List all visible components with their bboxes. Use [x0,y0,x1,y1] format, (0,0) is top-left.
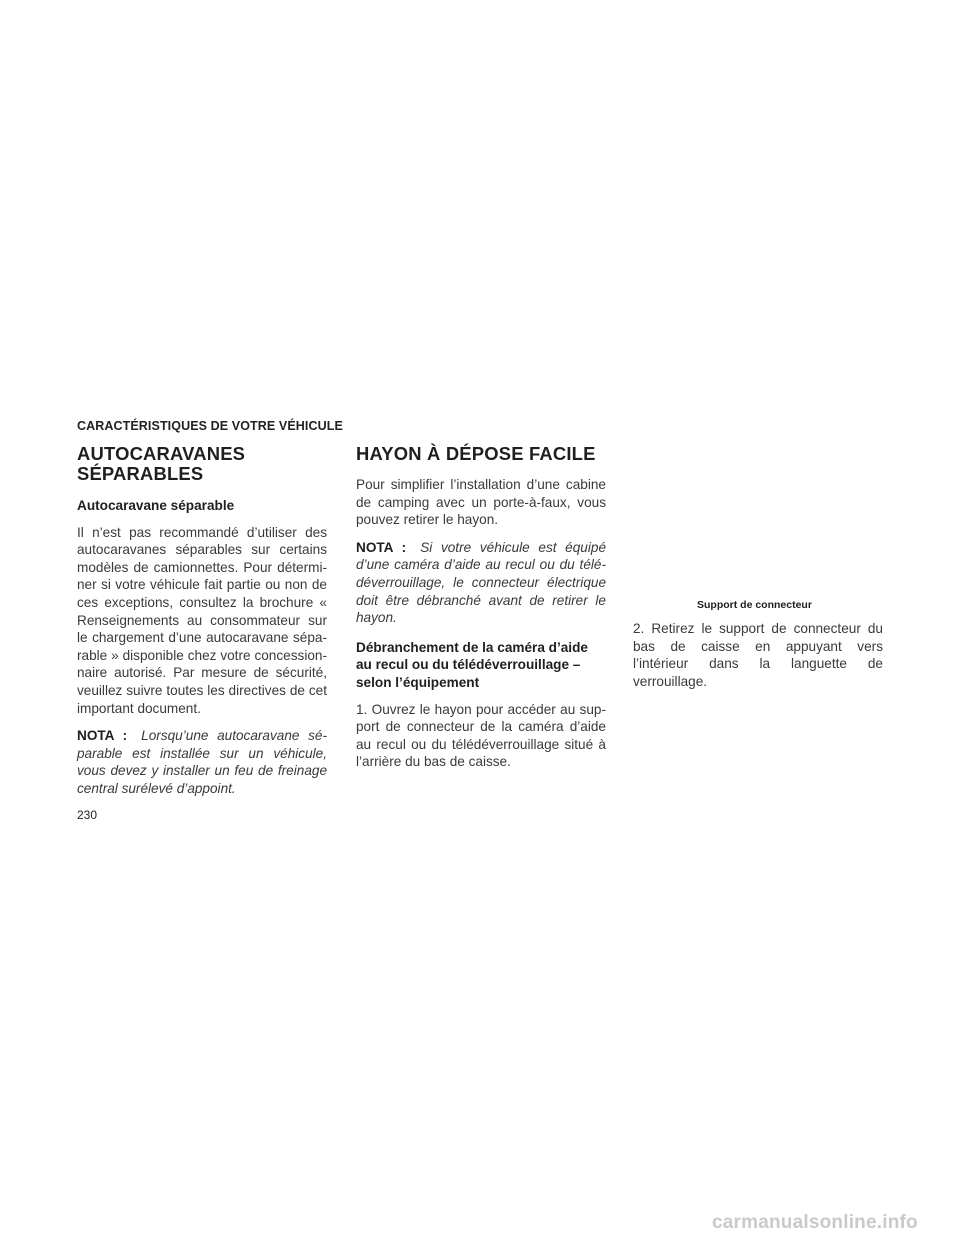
section-title: CARACTÉRISTIQUES DE VOTRE VÉHICULE [77,418,883,434]
nota-label: NOTA : [356,539,407,555]
column-left [77,444,327,798]
nota-text: Lorsqu’une autocaravane sé-parable est installée sur un véhicule, vous devez y installer un feu de freinage central surélevé d’appoint. [77,728,327,796]
subheading-debranchement: Débranchement de la caméra d’aide au recul ou du télédéverrouillage – selon l’équipement [356,639,588,690]
column-right [633,596,883,690]
heading-line-2: SÉPARABLES [77,463,204,484]
nota-label: NOTA : [77,728,128,744]
subheading-autocaravane: Autocaravane séparable [77,498,235,513]
paragraph-hayon-intro: Pour simplifier l’installation d’une cabine de camping avec un porte-à-faux, vous pouvez retirer le hayon. [356,477,606,528]
heading-line-1: AUTOCARAVANES [77,443,246,464]
nota-text: Si votre véhicule est équipé d’une caméra d’aide au recul ou du télé-déverrouillage, le connecteur électrique doit être débranché avant de retirer le hayon. [356,539,606,626]
page-header [77,418,883,434]
step-1: 1. Ouvrez le hayon pour accéder au sup-port de connecteur de la caméra d’aide au recul ou du télédéverrouillage situé à l’arrière du bas de caisse. [356,701,606,770]
heading-autocaravanes [77,444,327,484]
nota-hayon [356,539,606,627]
column-middle [356,444,606,771]
page-number: 230 [77,808,98,822]
heading-hayon: HAYON À DÉPOSE FACILE [356,443,596,464]
watermark: carmanualsonline.info [712,1212,918,1233]
nota-autocaravane [77,727,327,797]
paragraph-autocaravane: Il n’est pas recommandé d’utiliser des autocaravanes séparables sur certains modèles de camionnettes. Pour détermi-ner si votre véhicule fait partie ou non de ces exceptions, consultez la brochure « Renseignements au consommateur sur le chargement d’une autocaravane sépa-rable » disponible chez votre concession-naire autorisé. Par mesure de sécurité, veuillez suivre toutes les directives de cet important document. [77,524,327,716]
figure-caption: Support de connecteur [697,599,812,611]
step-2: 2. Retirez le support de connecteur du bas de caisse en appuyant vers l’intérieur dans la languette de verrouillage. [633,621,883,689]
